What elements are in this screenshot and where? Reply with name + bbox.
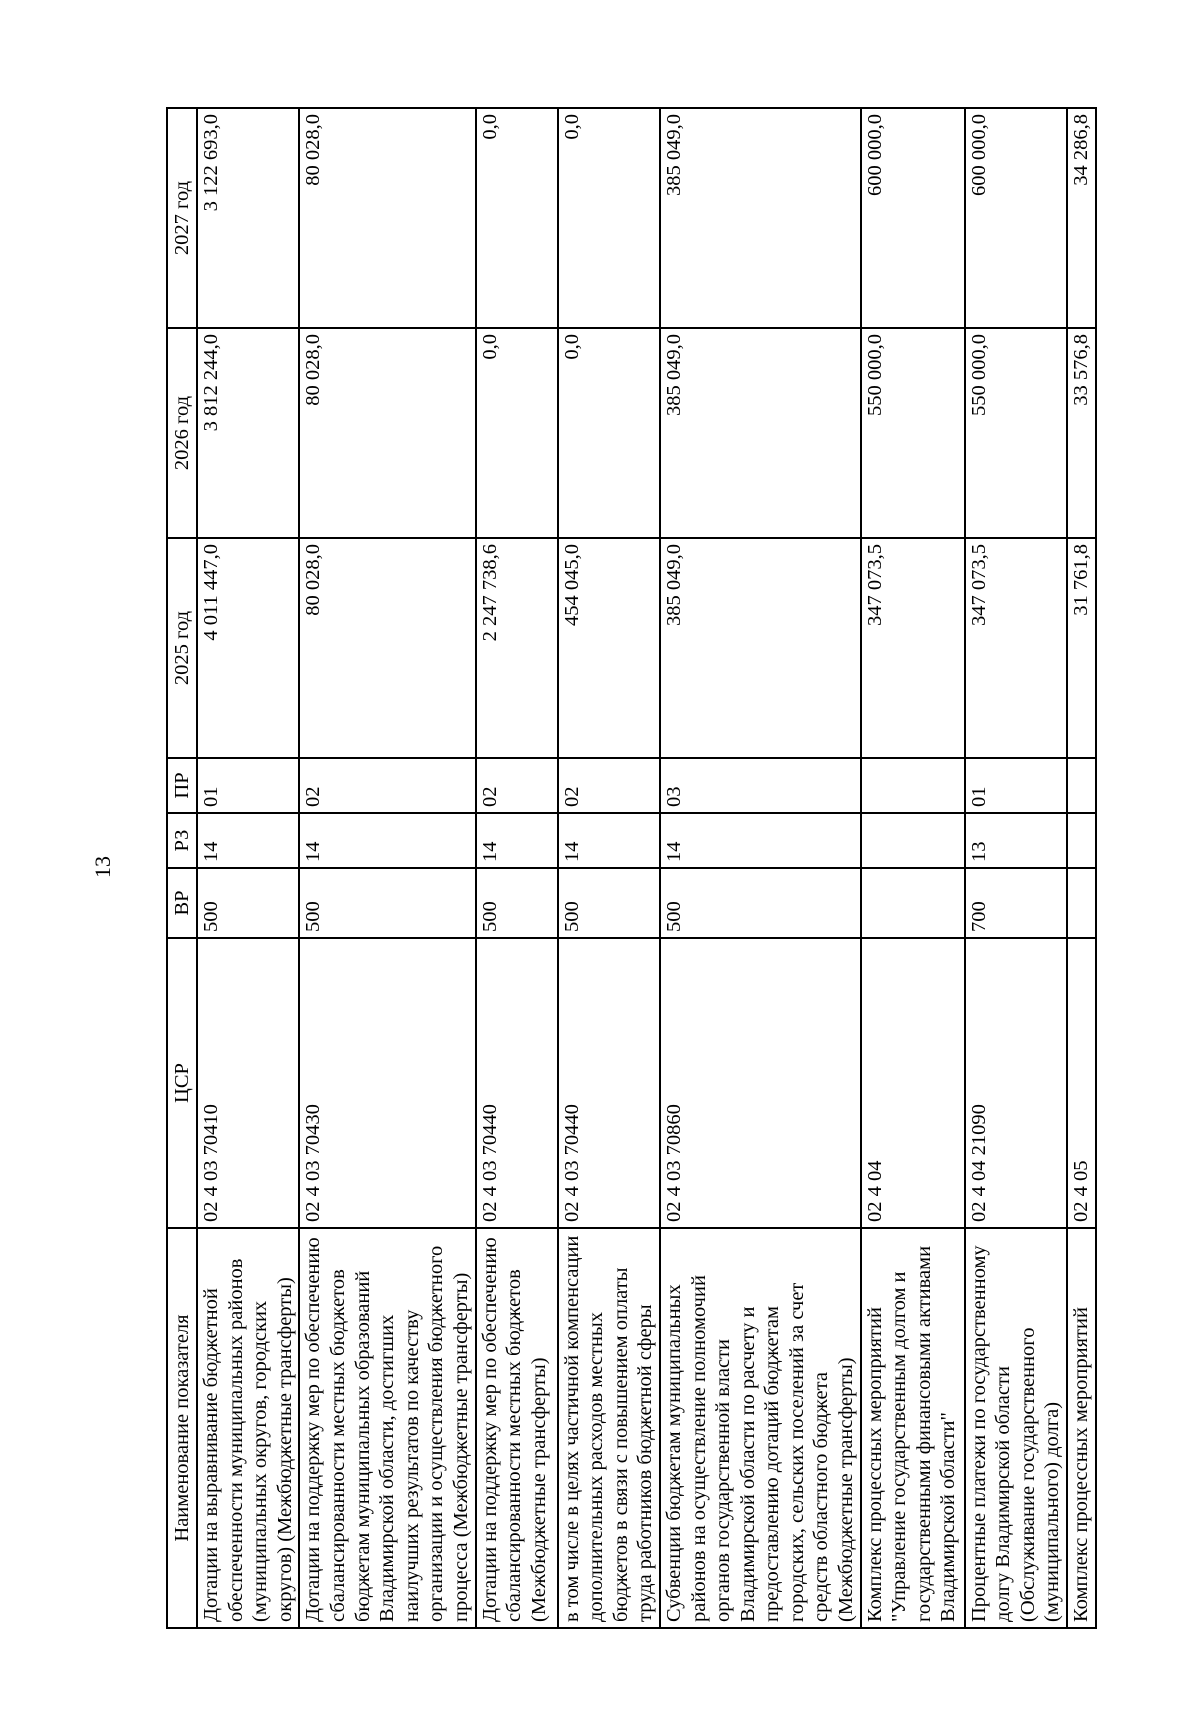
cell-vr: 500 — [197, 868, 299, 938]
cell-pr: 01 — [197, 758, 299, 813]
table-row — [197, 108, 299, 1628]
cell-2027: 600 000,0 — [861, 108, 965, 328]
cell-pr: 02 — [476, 758, 558, 813]
cell-pr — [861, 758, 965, 813]
table-holder — [166, 109, 1093, 1629]
table-viewport — [166, 109, 1093, 1629]
cell-name: Комплекс процессных мероприятий — [1067, 1228, 1096, 1628]
table-row — [660, 108, 861, 1628]
cell-2027: 3 122 693,0 — [197, 108, 299, 328]
page-number: 13 — [90, 856, 115, 878]
cell-2026: 550 000,0 — [965, 328, 1067, 538]
cell-2025: 347 073,5 — [861, 538, 965, 758]
cell-rz: 14 — [660, 813, 861, 868]
cell-name: Дотации на поддержку мер по обеспечению сбалансированности местных бюджетов бюджетам муниципальных образований Владимирской области, достигших наилучших результатов по качеству организации и осуществления бюджетного процесса (Межбюджетные трансферты) — [299, 1228, 475, 1628]
cell-name: в том числе в целях частичной компенсации дополнительных расходов местных бюджетов в связи с повышением оплаты труда работников бюджетной сферы — [558, 1228, 660, 1628]
cell-2026: 0,0 — [476, 328, 558, 538]
cell-csr: 02 4 03 70440 — [558, 938, 660, 1228]
cell-pr — [1067, 758, 1096, 813]
cell-2025: 454 045,0 — [558, 538, 660, 758]
table-row — [965, 108, 1067, 1628]
cell-csr: 02 4 03 70440 — [476, 938, 558, 1228]
budget-table — [166, 107, 1097, 1629]
cell-rz: 14 — [299, 813, 475, 868]
cell-pr: 03 — [660, 758, 861, 813]
cell-2026: 33 576,8 — [1067, 328, 1096, 538]
cell-2026: 80 028,0 — [299, 328, 475, 538]
cell-2025: 4 011 447,0 — [197, 538, 299, 758]
cell-2025: 2 247 738,6 — [476, 538, 558, 758]
cell-name: Процентные платежи по государственному долгу Владимирской области (Обслуживание государственного (муниципального) долга) — [965, 1228, 1067, 1628]
cell-2026: 550 000,0 — [861, 328, 965, 538]
cell-name: Субвенции бюджетам муниципальных районов на осуществление полномочий органов государственной власти Владимирской области по расчету и предоставлению дотаций бюджетам городских, сельских поселений за счет средств областного бюджета (Межбюджетные трансферты) — [660, 1228, 861, 1628]
cell-rz: 13 — [965, 813, 1067, 868]
cell-csr: 02 4 03 70430 — [299, 938, 475, 1228]
table-row — [299, 108, 475, 1628]
cell-vr — [861, 868, 965, 938]
cell-2025: 31 761,8 — [1067, 538, 1096, 758]
header-rz: РЗ — [167, 813, 197, 868]
table-row — [476, 108, 558, 1628]
header-vr: ВР — [167, 868, 197, 938]
cell-name: Дотации на поддержку мер по обеспечению сбалансированности местных бюджетов (Межбюджетные трансферты) — [476, 1228, 558, 1628]
cell-rz — [1067, 813, 1096, 868]
header-2025: 2025 год — [167, 538, 197, 758]
cell-name: Комплекс процессных мероприятий "Управление государственным долгом и государственными финансовыми активами Владимирской области" — [861, 1228, 965, 1628]
cell-2026: 385 049,0 — [660, 328, 861, 538]
cell-pr: 02 — [299, 758, 475, 813]
table-row — [1067, 108, 1096, 1628]
cell-csr: 02 4 04 21090 — [965, 938, 1067, 1228]
cell-rz: 14 — [197, 813, 299, 868]
cell-2025: 347 073,5 — [965, 538, 1067, 758]
cell-2027: 80 028,0 — [299, 108, 475, 328]
table-row — [558, 108, 660, 1628]
cell-rz: 14 — [558, 813, 660, 868]
cell-csr: 02 4 05 — [1067, 938, 1096, 1228]
cell-vr: 700 — [965, 868, 1067, 938]
header-2026: 2026 год — [167, 328, 197, 538]
cell-csr: 02 4 04 — [861, 938, 965, 1228]
cell-vr: 500 — [558, 868, 660, 938]
header-csr: ЦСР — [167, 938, 197, 1228]
cell-2027: 385 049,0 — [660, 108, 861, 328]
header-pr: ПР — [167, 758, 197, 813]
header-row — [167, 108, 197, 1628]
header-2027: 2027 год — [167, 108, 197, 328]
cell-vr: 500 — [660, 868, 861, 938]
cell-2026: 3 812 244,0 — [197, 328, 299, 538]
cell-2027: 0,0 — [476, 108, 558, 328]
cell-vr — [1067, 868, 1096, 938]
cell-pr: 01 — [965, 758, 1067, 813]
table-row — [861, 108, 965, 1628]
cell-2025: 385 049,0 — [660, 538, 861, 758]
cell-vr: 500 — [476, 868, 558, 938]
cell-vr: 500 — [299, 868, 475, 938]
cell-name: Дотации на выравнивание бюджетной обеспеченности муниципальных районов (муниципальных округов, городских округов) (Межбюджетные трансферты) — [197, 1228, 299, 1628]
cell-2026: 0,0 — [558, 328, 660, 538]
cell-csr: 02 4 03 70860 — [660, 938, 861, 1228]
cell-rz — [861, 813, 965, 868]
cell-2027: 600 000,0 — [965, 108, 1067, 328]
cell-pr: 02 — [558, 758, 660, 813]
cell-2027: 0,0 — [558, 108, 660, 328]
cell-2027: 34 286,8 — [1067, 108, 1096, 328]
cell-rz: 14 — [476, 813, 558, 868]
cell-csr: 02 4 03 70410 — [197, 938, 299, 1228]
header-name: Наименование показателя — [167, 1228, 197, 1628]
cell-2025: 80 028,0 — [299, 538, 475, 758]
